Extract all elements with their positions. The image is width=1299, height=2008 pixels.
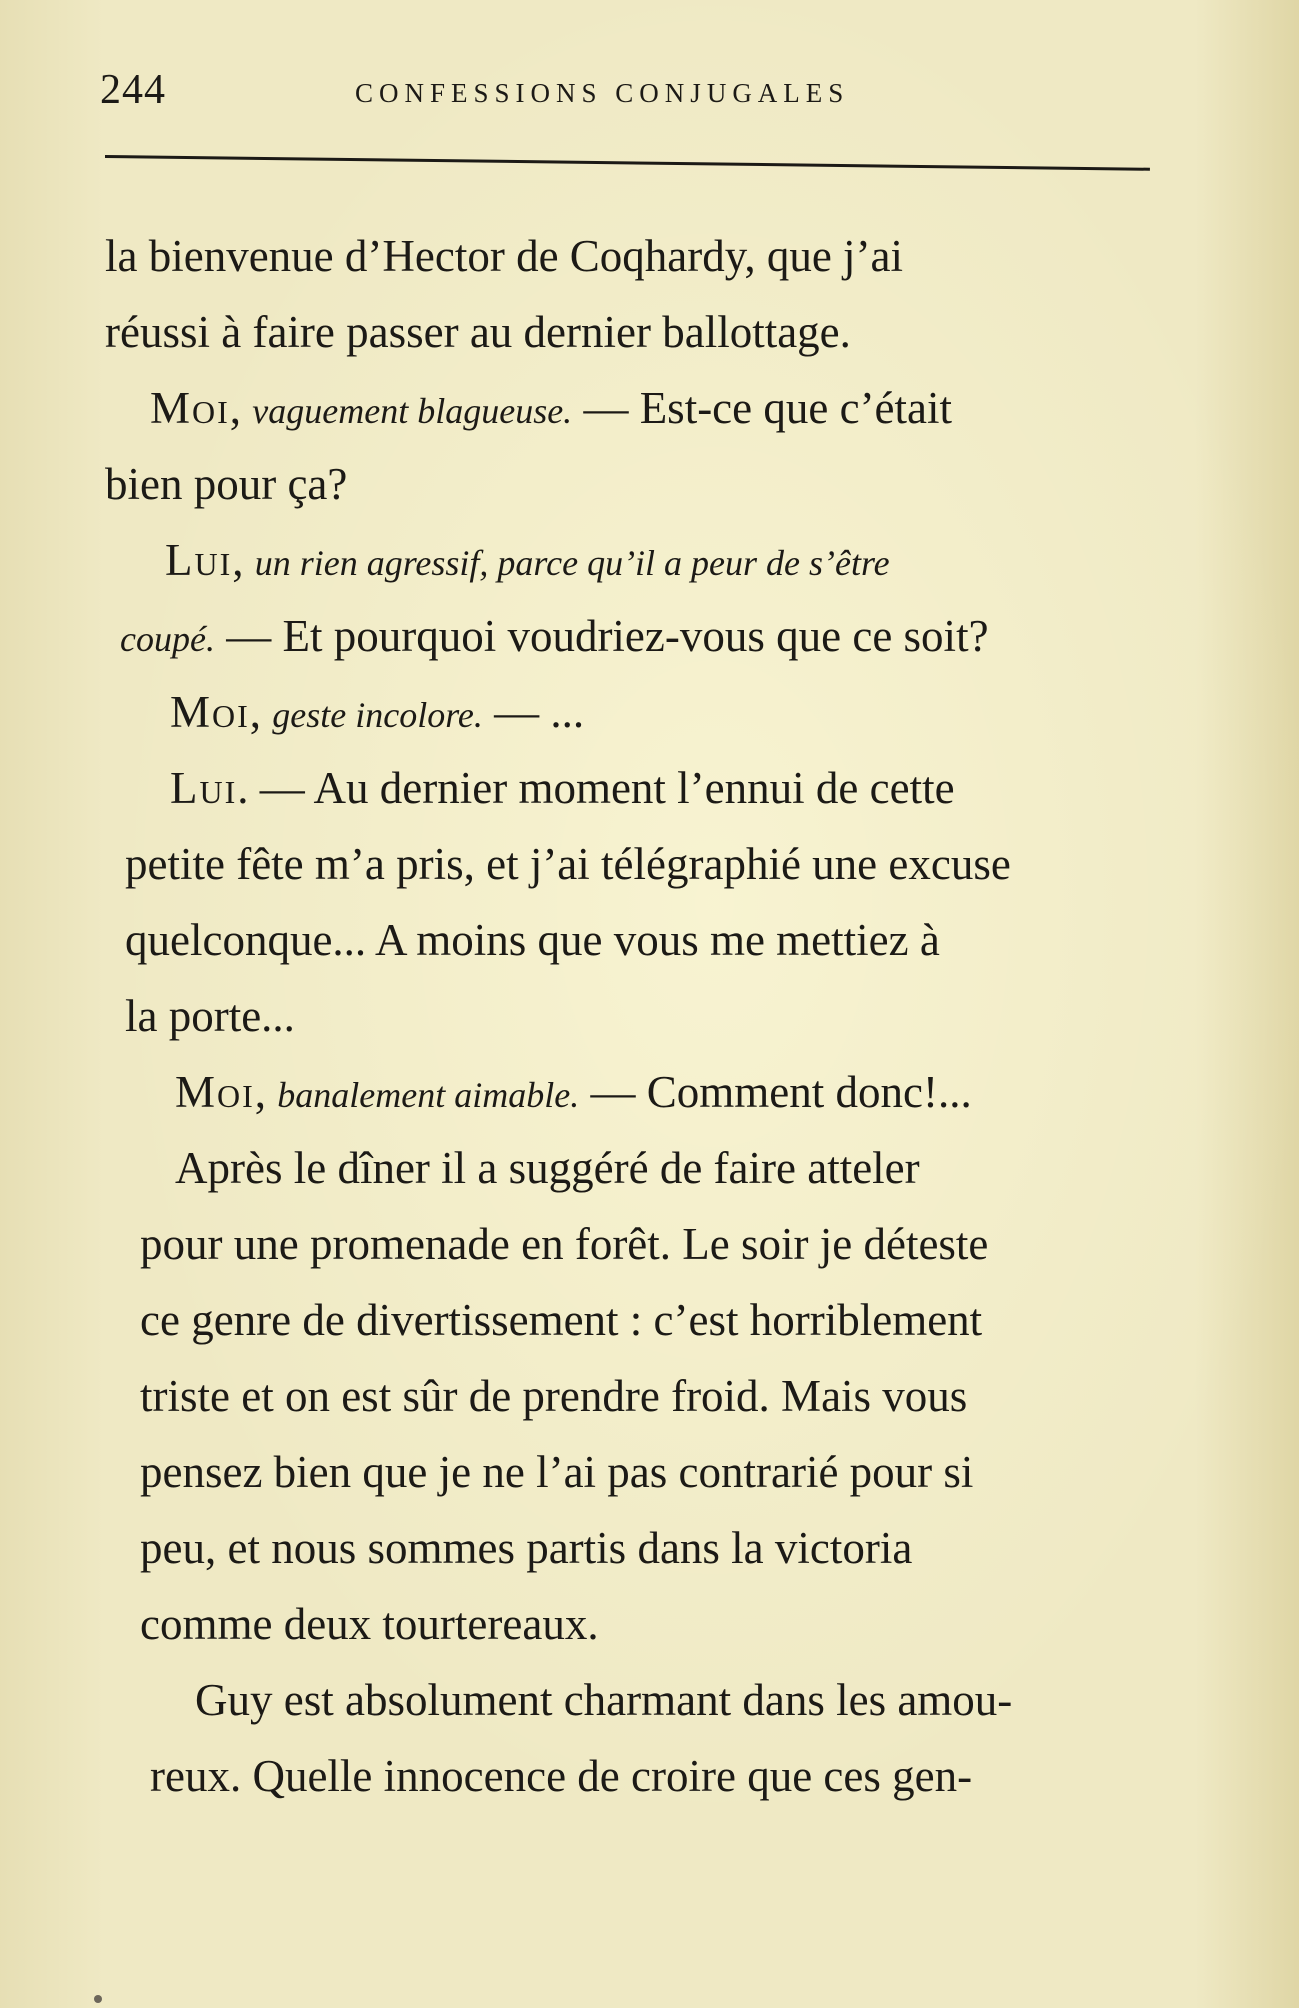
text-line [105,1358,1185,1434]
text-run: . — Au dernier moment l’ennui de cette [237,763,955,813]
text-line [105,446,1185,522]
text-line [105,218,1185,294]
text-run: quelconque... A moins que vous me mettiez à [125,915,940,965]
speaker-name: Lui [165,535,233,585]
text-line [105,598,1185,674]
text-line [105,1510,1185,1586]
text-run: réussi à faire passer au dernier ballottage. [105,307,851,357]
speaker-name: Moi [175,1067,255,1117]
text-line [105,1054,1185,1130]
stage-direction: coupé. [120,619,215,659]
text-line [105,1586,1185,1662]
text-line [105,1282,1185,1358]
text-run: la porte... [125,991,295,1041]
text-run: reux. Quelle innocence de croire que ces gen- [150,1751,973,1801]
stage-direction: un rien agressif, parce qu’il a peur de s’être [254,543,890,583]
speaker-name: Lui [170,763,238,813]
text-run: petite fête m’a pris, et j’ai télégraphié une excuse [125,839,1011,889]
text-run: bien pour ça? [105,459,348,509]
text-line [105,1662,1185,1738]
text-run: comme deux tourtereaux. [140,1599,599,1649]
stage-direction: geste incolore. [272,695,483,735]
text-run: — Est-ce que c’était [572,383,953,433]
page-number: 244 [100,67,166,113]
running-title: CONFESSIONS CONJUGALES [355,78,850,108]
text-line [105,1434,1185,1510]
text-run: — Comment donc!... [579,1067,972,1117]
text-run: , [232,535,255,585]
text-line [105,1130,1185,1206]
text-run: , [229,383,253,433]
body-text [105,218,1185,1814]
text-line [105,978,1185,1054]
stage-direction: banalement aimable. [277,1075,580,1115]
text-line [105,826,1185,902]
text-line [105,1206,1185,1282]
text-run: la bienvenue d’Hector de Coqhardy, que j’ai [105,231,904,281]
text-line [105,1738,1185,1814]
text-line [105,674,1185,750]
text-run: , [249,687,273,737]
text-line [105,370,1185,446]
text-run: Après le dîner il a suggéré de faire atteler [175,1143,920,1193]
text-run: , [254,1067,278,1117]
header-rule [105,155,1150,171]
text-run: pour une promenade en forêt. Le soir je déteste [140,1219,989,1269]
text-line [105,294,1185,370]
speaker-name: Moi [170,687,250,737]
text-run: peu, et nous sommes partis dans la victoria [140,1523,913,1573]
text-run: Guy est absolument charmant dans les amou- [195,1675,1013,1725]
speaker-name: Moi [150,383,230,433]
text-line [105,902,1185,978]
page-speck [94,1995,102,2003]
text-run: triste et on est sûr de prendre froid. Mais vous [140,1371,968,1421]
text-run: ce genre de divertissement : c’est horriblement [140,1295,983,1345]
text-run: — Et pourquoi voudriez-vous que ce soit? [214,611,989,661]
text-line [105,750,1185,826]
page-header [100,66,1150,126]
text-run: pensez bien que je ne l’ai pas contrarié pour si [140,1447,974,1497]
stage-direction: vaguement blagueuse. [252,391,573,431]
text-line [105,522,1185,598]
text-run: — ... [482,687,585,737]
